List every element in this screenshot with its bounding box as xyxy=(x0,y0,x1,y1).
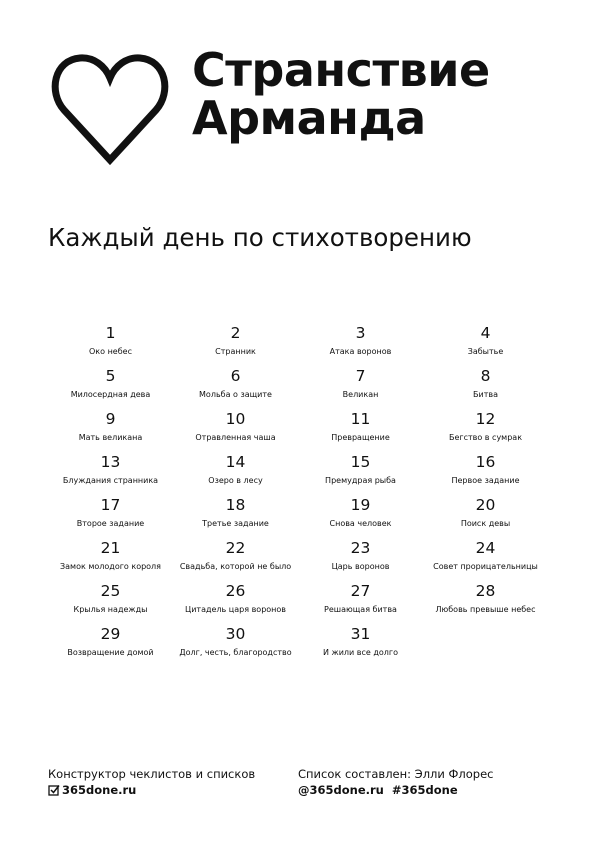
day-label: Решающая битва xyxy=(324,605,397,614)
day-label: Любовь превыше небес xyxy=(435,605,536,614)
day-label: Долг, честь, благородство xyxy=(179,648,292,657)
day-number: 17 xyxy=(100,496,121,514)
day-number: 27 xyxy=(350,582,371,600)
days-grid xyxy=(48,324,548,668)
day-label: Око небес xyxy=(89,347,132,356)
day-item xyxy=(423,453,548,496)
social-tags[interactable]: @365done.ru #365done xyxy=(298,783,458,797)
title-line-2: Арманда xyxy=(192,91,426,145)
day-label: Бегство в сумрак xyxy=(448,433,523,442)
day-number: 20 xyxy=(475,496,496,514)
day-number: 16 xyxy=(475,453,496,471)
day-label: Поиск девы xyxy=(460,519,511,528)
day-label: Великан xyxy=(342,390,379,399)
day-number: 18 xyxy=(225,496,246,514)
day-number: 30 xyxy=(225,625,246,643)
day-item xyxy=(423,539,548,582)
day-item xyxy=(298,582,423,625)
day-item xyxy=(173,324,298,367)
day-item xyxy=(48,410,173,453)
title-line-1: Странствие xyxy=(192,43,490,97)
day-number: 9 xyxy=(105,410,116,428)
day-label: Царь воронов xyxy=(331,562,390,571)
day-label: Возвращение домой xyxy=(67,648,154,657)
day-item xyxy=(48,367,173,410)
day-number: 29 xyxy=(100,625,121,643)
day-item xyxy=(48,539,173,582)
day-label: Мольба о защите xyxy=(199,390,272,399)
day-item xyxy=(173,539,298,582)
day-label: Второе задание xyxy=(76,519,145,528)
day-item xyxy=(173,625,298,668)
day-number: 7 xyxy=(355,367,366,385)
day-number: 4 xyxy=(480,324,491,342)
day-label: Блуждания странника xyxy=(62,476,159,485)
day-number: 3 xyxy=(355,324,366,342)
heart-icon xyxy=(50,48,170,168)
day-item xyxy=(173,582,298,625)
day-item xyxy=(48,453,173,496)
day-item xyxy=(423,496,548,539)
day-label: Снова человек xyxy=(329,519,392,528)
day-number: 5 xyxy=(105,367,116,385)
day-label: Битва xyxy=(473,390,498,399)
day-label: Премудрая рыба xyxy=(325,476,396,485)
day-number: 14 xyxy=(225,453,246,471)
day-item xyxy=(298,496,423,539)
day-number: 23 xyxy=(350,539,371,557)
day-number: 21 xyxy=(100,539,121,557)
day-item xyxy=(173,496,298,539)
day-number: 15 xyxy=(350,453,371,471)
footer-right xyxy=(298,766,494,798)
day-label: Отравленная чаша xyxy=(195,433,276,442)
day-label: Забытье xyxy=(467,347,504,356)
constructor-text: Конструктор чеклистов и списков xyxy=(48,767,256,781)
day-label: Милосердная дева xyxy=(70,390,151,399)
day-label: Превращение xyxy=(331,433,390,442)
day-item xyxy=(173,453,298,496)
author-text: Список составлен: Элли Флорес xyxy=(298,767,494,781)
day-item xyxy=(298,324,423,367)
day-label: Свадьба, которой не было xyxy=(179,562,292,571)
day-label: Совет прорицательницы xyxy=(433,562,538,571)
day-label: Цитадель царя воронов xyxy=(185,605,286,614)
day-number: 28 xyxy=(475,582,496,600)
day-number: 26 xyxy=(225,582,246,600)
day-item xyxy=(298,410,423,453)
day-label: И жили все долго xyxy=(322,648,398,657)
day-number: 12 xyxy=(475,410,496,428)
day-label: Атака воронов xyxy=(329,347,392,356)
day-item xyxy=(423,410,548,453)
day-item xyxy=(298,539,423,582)
day-number: 1 xyxy=(105,324,116,342)
day-item xyxy=(423,582,548,625)
day-number: 24 xyxy=(475,539,496,557)
day-item xyxy=(173,410,298,453)
day-number: 31 xyxy=(350,625,371,643)
day-number: 2 xyxy=(230,324,241,342)
day-number: 19 xyxy=(350,496,371,514)
day-number: 22 xyxy=(225,539,246,557)
day-label: Крылья надежды xyxy=(73,605,148,614)
day-label: Странник xyxy=(215,347,256,356)
day-number: 25 xyxy=(100,582,121,600)
page-title xyxy=(192,43,490,145)
day-item xyxy=(298,367,423,410)
day-label: Озеро в лесу xyxy=(208,476,263,485)
site-link-row[interactable] xyxy=(48,782,255,798)
day-item xyxy=(48,324,173,367)
site-link[interactable]: 365done.ru xyxy=(62,783,137,797)
day-number: 8 xyxy=(480,367,491,385)
day-item xyxy=(298,625,423,668)
day-label: Мать великана xyxy=(78,433,143,442)
day-item xyxy=(48,496,173,539)
day-number: 13 xyxy=(100,453,121,471)
day-item xyxy=(48,582,173,625)
day-label: Первое задание xyxy=(451,476,520,485)
footer-left xyxy=(48,766,255,798)
day-label: Замок молодого короля xyxy=(60,562,161,571)
day-item xyxy=(298,453,423,496)
checkbox-checked-icon xyxy=(48,784,60,796)
day-number: 11 xyxy=(350,410,371,428)
day-number: 10 xyxy=(225,410,246,428)
subtitle: Каждый день по стихотворению xyxy=(48,223,472,252)
day-item xyxy=(423,324,548,367)
day-item xyxy=(423,367,548,410)
day-number: 6 xyxy=(230,367,241,385)
day-item xyxy=(173,367,298,410)
day-label: Третье задание xyxy=(202,519,269,528)
day-item xyxy=(48,625,173,668)
